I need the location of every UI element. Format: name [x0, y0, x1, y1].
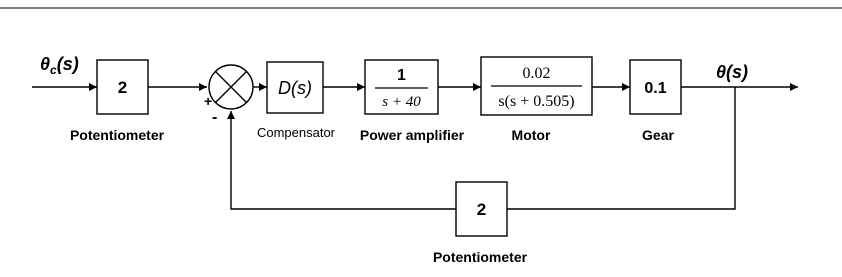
gear-label: Gear [642, 127, 674, 143]
output-signal-label: θ(s) [716, 62, 749, 82]
summing-plus-sign: + [204, 93, 213, 109]
potentiometer-label: Potentiometer [69, 127, 165, 143]
amplifier-denominator: s + 40 [382, 94, 421, 110]
motor-denominator: s(s + 0.505) [498, 93, 575, 110]
input-signal-label: $\theta_c(s)$ [40, 54, 79, 77]
potentiometer-gain: 2 [117, 78, 128, 97]
feedback-potentiometer-gain: 2 [476, 200, 487, 219]
motor-numerator: 0.02 [522, 65, 551, 82]
compensator-transfer-function: D(s) [278, 78, 312, 98]
amplifier-numerator: 1 [397, 67, 406, 84]
gear-ratio: 0.1 [644, 80, 667, 97]
feedback-potentiometer-label: Potentiometer [432, 249, 528, 265]
summing-minus-sign: - [212, 109, 218, 126]
motor-label: Motor [511, 127, 551, 143]
power-amplifier-label: Power amplifier [359, 127, 465, 143]
compensator-label: Compensator [256, 125, 336, 140]
